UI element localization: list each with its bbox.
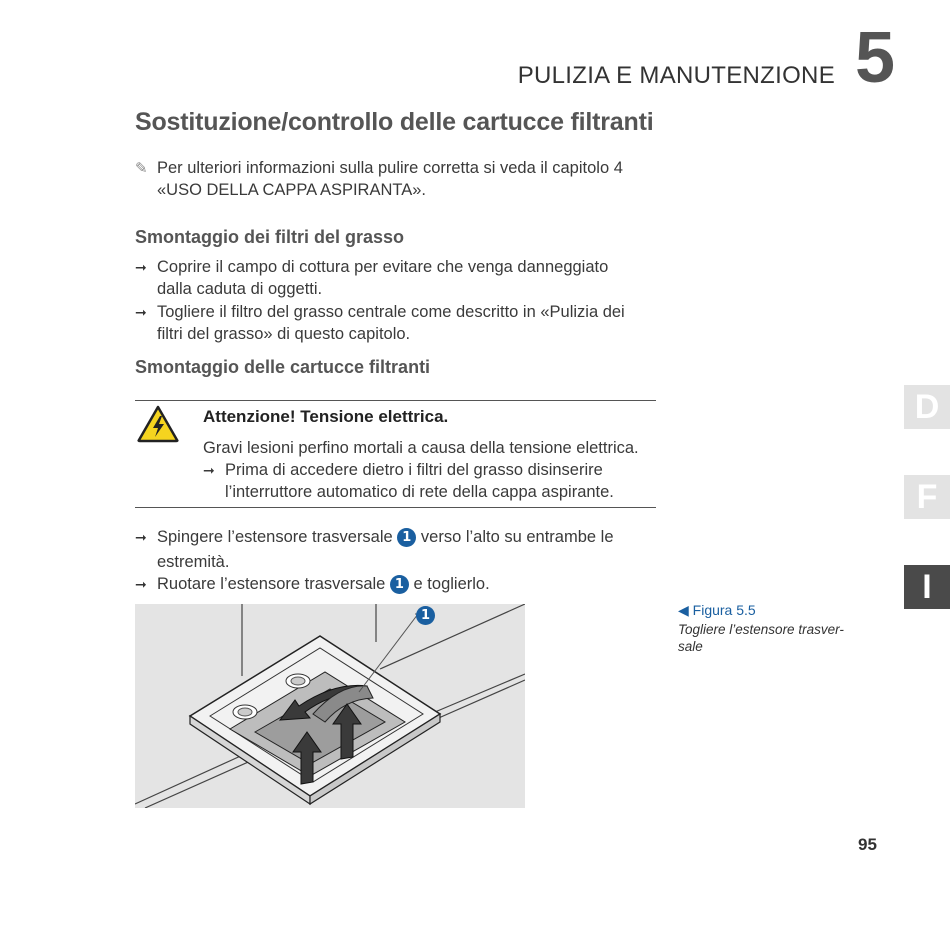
caption-line: Togliere l’estensore trasver- bbox=[678, 622, 844, 637]
subheading-cartridges: Smontaggio delle cartucce filtranti bbox=[135, 357, 431, 377]
tab-language-d[interactable]: D bbox=[904, 385, 950, 429]
section-title: Sostituzione/controllo delle cartucce filtranti bbox=[135, 108, 654, 136]
step-line: dalla caduta di oggetti. bbox=[157, 280, 323, 298]
grease-steps-list bbox=[135, 256, 655, 346]
note-line: Per ulteriori informazioni sulla pulire corretta si veda il capitolo 4 bbox=[157, 159, 623, 177]
warning-step-line: l’interruttore automatico di rete della cappa aspirante. bbox=[225, 483, 614, 501]
step-text: e toglierlo. bbox=[413, 575, 490, 593]
warning-step bbox=[203, 459, 663, 505]
step-text: estremità. bbox=[157, 553, 230, 571]
arrow-right-icon: ➞ bbox=[135, 576, 147, 592]
callout-badge: 1 bbox=[397, 528, 416, 547]
step-text: Ruotare l’estensore trasversale bbox=[157, 575, 386, 593]
figure-caption bbox=[678, 621, 858, 655]
step-line: filtri del grasso» di questo capitolo. bbox=[157, 325, 411, 343]
arrow-right-icon: ➞ bbox=[203, 462, 215, 478]
cartridge-steps-list bbox=[135, 526, 655, 596]
warning-top-rule bbox=[135, 400, 656, 401]
electric-hazard-icon bbox=[137, 405, 179, 443]
arrow-right-icon: ➞ bbox=[135, 304, 147, 320]
warning-step-line: Prima di accedere dietro i filtri del grasso disinserire bbox=[225, 461, 603, 479]
figure-label: ◀ Figura 5.5 bbox=[678, 602, 756, 618]
warning-title: Attenzione! Tensione elettrica. bbox=[203, 407, 449, 426]
note-line: «USO DELLA CAPPA ASPIRANTA». bbox=[157, 181, 427, 199]
tab-language-f[interactable]: F bbox=[904, 475, 950, 519]
figure-illustration bbox=[135, 604, 525, 808]
callout-badge: 1 bbox=[390, 575, 409, 594]
step-text: verso l’alto su entrambe le bbox=[420, 528, 614, 546]
tab-language-i[interactable]: I bbox=[904, 565, 950, 609]
chapter-title: PULIZIA E MANUTENZIONE bbox=[517, 62, 835, 89]
warning-bottom-rule bbox=[135, 507, 656, 508]
step-text: Spingere l’estensore trasversale bbox=[157, 528, 393, 546]
pencil-icon: ✎ bbox=[135, 160, 148, 177]
figure-callout-badge: 1 bbox=[416, 606, 435, 625]
step-line: Coprire il campo di cottura per evitare che venga danneggiato bbox=[157, 258, 609, 276]
step-line: Togliere il filtro del grasso centrale come descritto in «Pulizia dei bbox=[157, 303, 625, 321]
arrow-right-icon: ➞ bbox=[135, 259, 147, 275]
subheading-grease-filters: Smontaggio dei filtri del grasso bbox=[135, 227, 405, 247]
arrow-right-icon: ➞ bbox=[135, 529, 147, 545]
chapter-number: 5 bbox=[855, 18, 896, 98]
note-text bbox=[157, 157, 657, 201]
warning-text: Gravi lesioni perfino mortali a causa della tensione elettrica. bbox=[203, 439, 639, 457]
page-number: 95 bbox=[858, 835, 877, 854]
caption-line: sale bbox=[678, 639, 703, 654]
